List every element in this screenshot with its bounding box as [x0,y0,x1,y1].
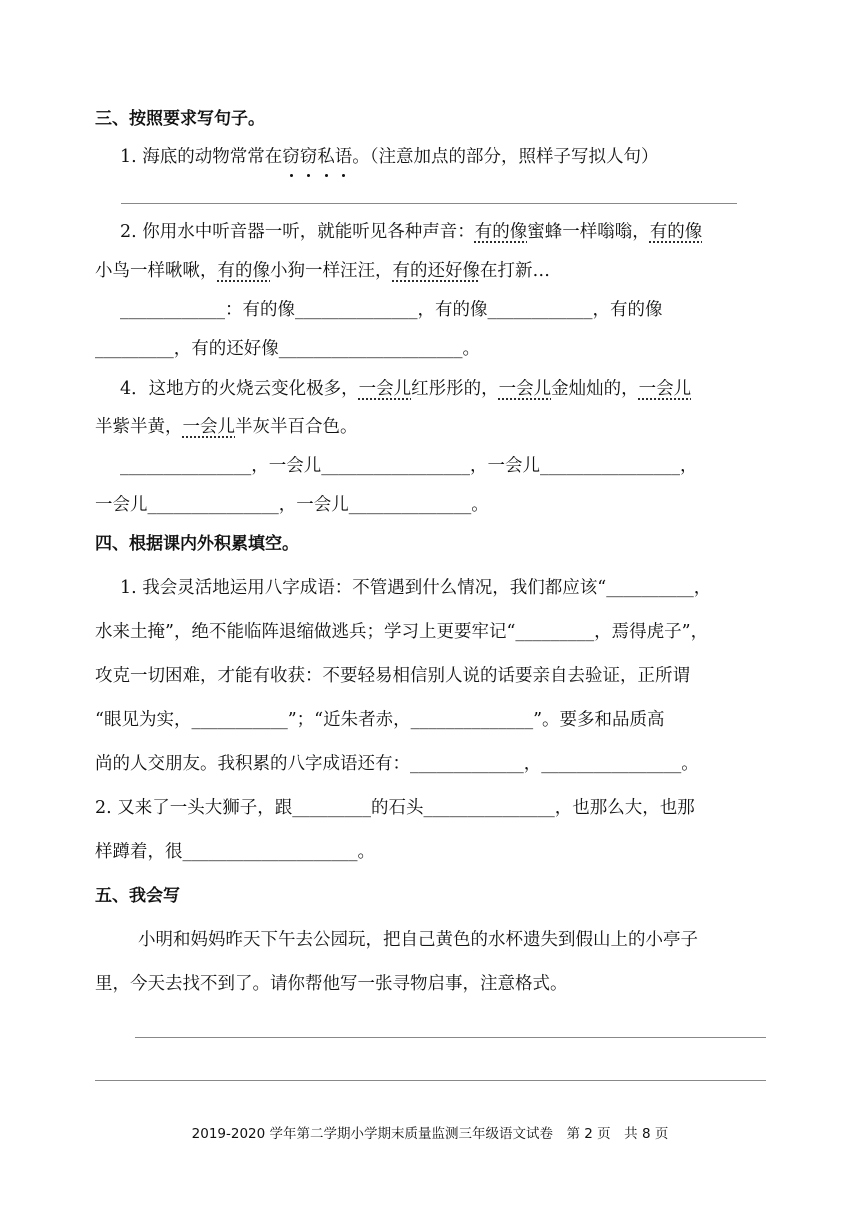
q1-pre: 1. 海底的动物常常在 [120,147,283,167]
s4-line7[interactable]: 样蹲着，很____________________。 [95,842,375,862]
q2-text: 。 [462,339,480,359]
section3-heading: 三、按照要求写句子。 [95,109,265,129]
q2-text: 在打新… [480,261,550,281]
dotted-char: 私 [317,144,335,170]
q4-text: 红彤彤的， [411,379,499,399]
q2-line1 [120,219,702,245]
blank[interactable]: ____________ [487,300,593,320]
q1-line [120,144,659,170]
q2-text: ，有的像 [592,300,663,320]
q2-text: 蜜蜂一样嗡嗡， [527,222,650,242]
blank[interactable]: ____________ [120,300,225,320]
blank[interactable]: _________ [95,339,174,359]
q4-fill1[interactable]: _______________，一会儿_________________，一会儿________________， [120,456,698,476]
q2-text: ，有的像 [417,300,488,320]
s4-line5[interactable]: 尚的人交朋友。我积累的八字成语还有：_____________，________________。 [95,754,699,774]
q2-fill1[interactable] [120,297,663,323]
dotted-phrase: 有的像 [217,261,270,281]
q2-text: ：有的像 [225,300,295,320]
q2-text: 2. 你用水中听音器一听，就能听见各种声音： [120,222,475,242]
s4-line4[interactable]: “眼见为实，___________”；“近朱者赤，______________”。要多和品质高 [95,710,665,730]
page-footer: 2019-2020 学年第二学期小学期末质量监测三年级语文试卷 第 2 页 共 8 页 [191,1126,669,1142]
dotted-char: 窃 [282,144,300,170]
dotted-phrase: 有的像 [649,222,703,242]
answer-line[interactable] [121,203,737,204]
s5-para-line1: 小明和妈妈昨天下午去公园玩，把自己黄色的水杯遗失到假山上的小亭子 [138,930,698,950]
q2-line2 [95,258,550,284]
q4-line2 [95,414,358,440]
dotted-phrase: 一会儿 [358,379,412,399]
q2-text: ，有的还好像 [173,339,279,359]
s4-line3: 攻克一切困难，才能有收获：不要轻易相信别人说的话要亲自去验证，正所谓 [95,666,690,686]
q4-text: 4．这地方的火烧云变化极多， [120,379,359,399]
dotted-char: 语 [335,144,353,170]
s4-line1[interactable]: 1. 我会灵活地运用八字成语：不管遇到什么情况，我们都应该“__________， [120,578,712,598]
q4-text: 金灿灿的， [551,379,639,399]
writing-line[interactable] [95,1080,766,1081]
q4-fill2[interactable]: 一会儿_______________，一会儿______________。 [95,495,489,515]
section4-heading: 四、根据课内外积累填空。 [95,534,299,554]
q1-post: 。（注意加点的部分，照样子写拟人句） [352,147,659,167]
q4-text: 半灰半百合色。 [235,417,358,437]
blank[interactable]: ______________ [295,300,418,320]
s4-line2[interactable]: 水来土掩”，绝不能临阵退缩做逃兵；学习上更要牢记“_________，焉得虎子”， [95,622,709,642]
blank[interactable]: _____________________ [278,339,463,359]
q2-text: 小鸟一样啾啾， [95,261,218,281]
q4-line1 [120,376,691,402]
q4-text: 半紫半黄， [95,417,183,437]
s5-para-line2: 里，今天去找不到了。请你帮他写一张寻物启事，注意格式。 [95,974,568,994]
writing-line[interactable] [135,1037,766,1038]
dotted-phrase: 一会儿 [182,417,235,437]
s4-line6[interactable]: 2. 又来了一头大狮子，跟_________的石头_______________，也那么大，也那 [95,798,695,818]
dotted-phrase: 一会儿 [638,379,692,399]
q2-text: 小狗一样汪汪， [270,261,393,281]
dotted-phrase: 有的还好像 [392,261,480,281]
section5-heading: 五、我会写 [95,886,180,906]
q2-fill2[interactable] [95,336,480,362]
dotted-phrase: 一会儿 [498,379,552,399]
dotted-phrase: 有的像 [474,222,528,242]
dotted-char: 窃 [300,144,318,170]
